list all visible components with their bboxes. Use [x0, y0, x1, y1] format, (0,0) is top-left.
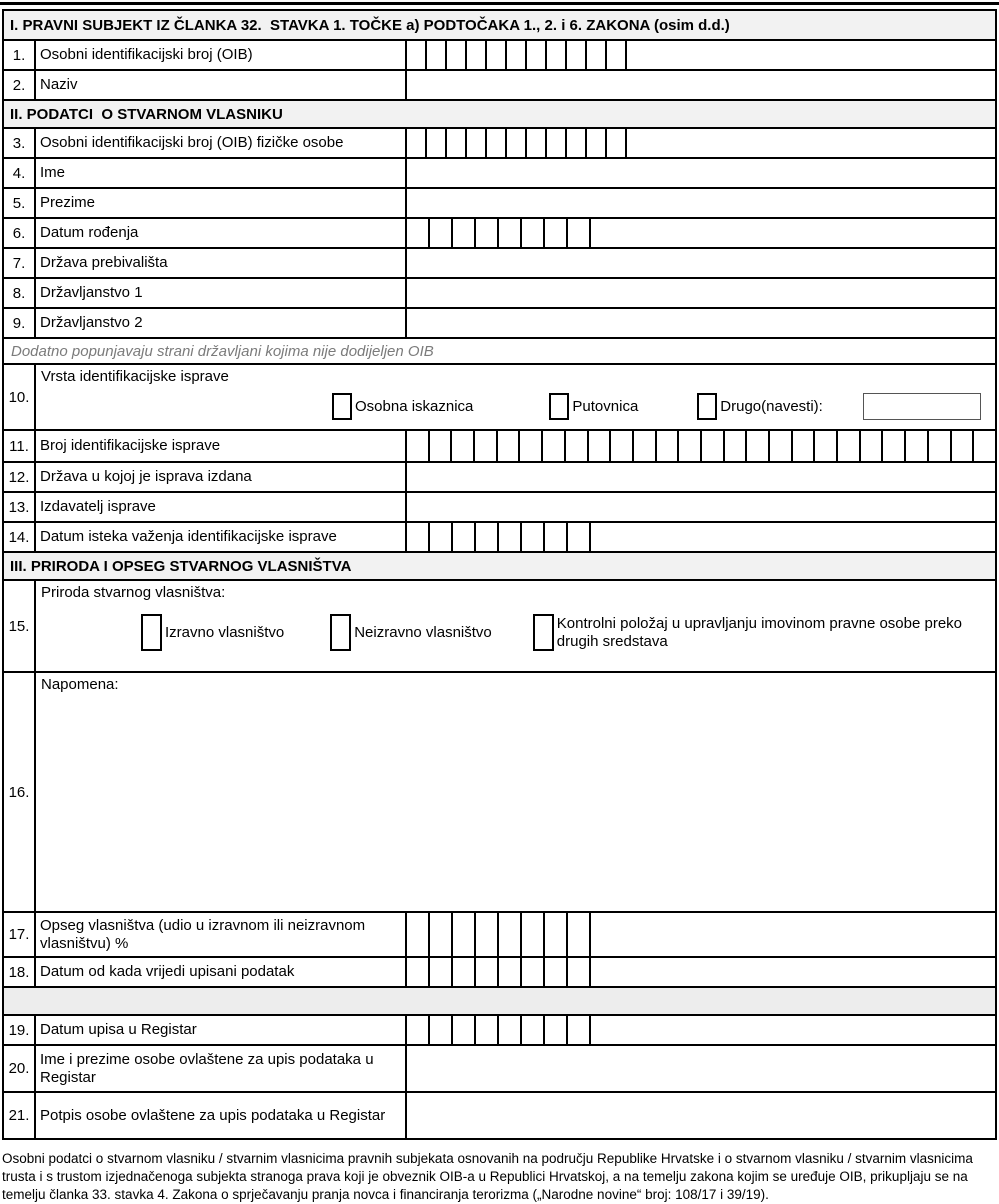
field-label: Broj identifikacijske isprave — [36, 431, 407, 461]
char-cell[interactable] — [467, 129, 487, 157]
char-cell[interactable] — [447, 129, 467, 157]
char-cell[interactable] — [452, 431, 475, 461]
char-cell[interactable] — [607, 41, 627, 69]
date-char-cells — [407, 1016, 591, 1044]
napomena-input-area[interactable] — [36, 696, 995, 911]
char-cell[interactable] — [974, 431, 995, 461]
char-cell[interactable] — [507, 41, 527, 69]
checkbox-kontrolni-polozaj[interactable] — [533, 614, 554, 651]
field-label: Datum upisa u Registar — [36, 1016, 407, 1044]
char-cell[interactable] — [545, 958, 568, 986]
row-number: 4. — [4, 159, 36, 187]
row-number: 6. — [4, 219, 36, 247]
field-row-napomena — [4, 671, 995, 911]
field-row-ime-ovlastene-osobe — [4, 1044, 995, 1091]
document-number-char-cells — [407, 431, 995, 461]
checkbox-neizravno-vlasnistvo[interactable] — [330, 614, 351, 651]
char-cell[interactable] — [547, 41, 567, 69]
char-cell[interactable] — [747, 431, 770, 461]
char-cell[interactable] — [430, 958, 453, 986]
char-cell[interactable] — [679, 431, 702, 461]
char-cell[interactable] — [430, 219, 453, 247]
field-label: Datum isteka važenja identifikacijske isprave — [36, 523, 407, 551]
char-cell[interactable] — [475, 431, 498, 461]
char-cell[interactable] — [770, 431, 793, 461]
blank-area[interactable] — [591, 219, 995, 247]
drzavljanstvo1-input-area[interactable] — [407, 279, 995, 307]
field-label: Izdavatelj isprave — [36, 493, 407, 521]
field-label: Datum rođenja — [36, 219, 407, 247]
field-label: Osobni identifikacijski broj (OIB) fizičke osobe — [36, 129, 407, 157]
oib-char-cells — [407, 129, 627, 157]
char-cell[interactable] — [407, 219, 430, 247]
row-number: 3. — [4, 129, 36, 157]
char-cell[interactable] — [611, 431, 634, 461]
row-number: 5. — [4, 189, 36, 217]
field-label: Datum od kada vrijedi upisani podatak — [36, 958, 407, 986]
drzavljanstvo2-input-area[interactable] — [407, 309, 995, 337]
row-number: 18. — [4, 958, 36, 986]
checkbox-drugo[interactable] — [697, 393, 717, 420]
top-rule — [0, 2, 999, 5]
field-label: Ime — [36, 159, 407, 187]
char-cell[interactable] — [430, 523, 453, 551]
field-label: Državljanstvo 1 — [36, 279, 407, 307]
ownership-nature-options — [36, 614, 995, 651]
char-cell[interactable] — [568, 523, 591, 551]
char-cell[interactable] — [520, 431, 543, 461]
date-char-cells — [407, 958, 591, 986]
char-cell[interactable] — [566, 431, 589, 461]
char-cell[interactable] — [430, 1016, 453, 1044]
option-label: Osobna iskaznica — [355, 397, 474, 415]
foreign-citizens-note-row — [4, 337, 995, 363]
char-cell[interactable] — [430, 431, 453, 461]
field-label: Država u kojoj je isprava izdana — [36, 463, 407, 491]
char-cell[interactable] — [952, 431, 975, 461]
field-row-naziv — [4, 69, 995, 99]
row-number: 14. — [4, 523, 36, 551]
char-cell[interactable] — [527, 129, 547, 157]
char-cell[interactable] — [498, 431, 521, 461]
char-cell[interactable] — [453, 1016, 476, 1044]
char-cell[interactable] — [447, 41, 467, 69]
char-cell[interactable] — [702, 431, 725, 461]
char-cell[interactable] — [430, 913, 453, 956]
row-number: 19. — [4, 1016, 36, 1044]
field-row-drzava-prebivalista — [4, 247, 995, 277]
char-cell[interactable] — [407, 958, 430, 986]
row-number: 11. — [4, 431, 36, 461]
char-cell[interactable] — [476, 1016, 499, 1044]
drzava-input-area[interactable] — [407, 249, 995, 277]
row-number: 12. — [4, 463, 36, 491]
char-cell[interactable] — [407, 1016, 430, 1044]
char-cell[interactable] — [607, 129, 627, 157]
section-header-2: II. PODATCI O STVARNOM VLASNIKU — [4, 99, 995, 127]
row-number: 17. — [4, 913, 36, 956]
char-cell[interactable] — [476, 219, 499, 247]
field-label: Naziv — [36, 71, 407, 99]
document-type-options — [36, 393, 995, 420]
date-char-cells — [407, 219, 591, 247]
checkbox-izravno-vlasnistvo[interactable] — [141, 614, 162, 651]
blank-area[interactable] — [591, 1016, 995, 1044]
row-number: 10. — [4, 365, 36, 429]
field-row-vrsta-isprave — [4, 363, 995, 429]
row-number: 7. — [4, 249, 36, 277]
blank-area[interactable] — [591, 913, 995, 956]
row-number: 15. — [4, 581, 36, 671]
char-cell[interactable] — [838, 431, 861, 461]
char-cell[interactable] — [543, 431, 566, 461]
checkbox-osobna-iskaznica[interactable] — [332, 393, 352, 420]
row-number: 20. — [4, 1046, 36, 1091]
char-cell[interactable] — [499, 523, 522, 551]
char-cell[interactable] — [568, 958, 591, 986]
field-label: Potpis osobe ovlaštene za upis podataka u Registar — [36, 1093, 407, 1138]
row-number: 2. — [4, 71, 36, 99]
char-cell[interactable] — [522, 913, 545, 956]
char-cell[interactable] — [487, 129, 507, 157]
drzava-izdavanja-input-area[interactable] — [407, 463, 995, 491]
char-cell[interactable] — [487, 41, 507, 69]
char-cell[interactable] — [407, 431, 430, 461]
char-cell[interactable] — [634, 431, 657, 461]
option-label: Neizravno vlasništvo — [354, 623, 492, 641]
field-label: Ime i prezime osobe ovlaštene za upis podataka u Registar — [36, 1046, 407, 1091]
char-cell[interactable] — [407, 913, 430, 956]
char-cell[interactable] — [545, 1016, 568, 1044]
checkbox-putovnica[interactable] — [549, 393, 569, 420]
blank-area[interactable] — [591, 523, 995, 551]
char-cell[interactable] — [545, 913, 568, 956]
field-row-oib-subject — [4, 39, 995, 69]
section-header-1: I. PRAVNI SUBJEKT IZ ČLANKA 32. STAVKA 1. TOČKE a) PODTOČAKA 1., 2. i 6. ZAKONA (osim d.d.) — [4, 11, 995, 39]
row-number: 9. — [4, 309, 36, 337]
char-cell[interactable] — [476, 913, 499, 956]
char-cell[interactable] — [545, 219, 568, 247]
char-cell[interactable] — [427, 41, 447, 69]
option-label: Putovnica — [572, 397, 639, 415]
field-row-ime — [4, 157, 995, 187]
field-label: Osobni identifikacijski broj (OIB) — [36, 41, 407, 69]
field-label: Opseg vlasništva (udio u izravnom ili neizravnom vlasništvu) % — [36, 913, 407, 956]
izdavatelj-input-area[interactable] — [407, 493, 995, 521]
blank-area[interactable] — [627, 41, 995, 69]
ovlastena-osoba-input-area[interactable] — [407, 1046, 995, 1091]
drugo-text-input[interactable] — [863, 393, 981, 420]
char-cell[interactable] — [507, 129, 527, 157]
char-cell[interactable] — [861, 431, 884, 461]
section-header-3: III. PRIRODA I OPSEG STVARNOG VLASNIŠTVA — [4, 551, 995, 579]
field-row-drzava-izdavanja — [4, 461, 995, 491]
char-cell[interactable] — [407, 129, 427, 157]
char-cell[interactable] — [476, 958, 499, 986]
blank-area[interactable] — [591, 958, 995, 986]
char-cell[interactable] — [545, 523, 568, 551]
option-label: Drugo(navesti): — [720, 397, 823, 415]
char-cell[interactable] — [476, 523, 499, 551]
field-row-datum-upisa — [4, 1014, 995, 1044]
blank-area[interactable] — [627, 129, 995, 157]
field-row-broj-isprave — [4, 429, 995, 461]
char-cell[interactable] — [587, 41, 607, 69]
char-cell[interactable] — [547, 129, 567, 157]
field-label: Država prebivališta — [36, 249, 407, 277]
char-cell[interactable] — [929, 431, 952, 461]
field-row-prezime — [4, 187, 995, 217]
field-row-drzavljanstvo-1 — [4, 277, 995, 307]
note-text: Dodatno popunjavaju strani državljani kojima nije dodijeljen OIB — [11, 342, 434, 360]
char-cell[interactable] — [883, 431, 906, 461]
char-cell[interactable] — [567, 129, 587, 157]
char-cell[interactable] — [499, 219, 522, 247]
char-cell[interactable] — [453, 913, 476, 956]
row-number: 13. — [4, 493, 36, 521]
char-cell[interactable] — [587, 129, 607, 157]
char-cell[interactable] — [427, 129, 447, 157]
char-cell[interactable] — [567, 41, 587, 69]
char-cell[interactable] — [589, 431, 612, 461]
char-cell[interactable] — [499, 913, 522, 956]
oib-char-cells — [407, 41, 627, 69]
char-cell[interactable] — [568, 913, 591, 956]
prezime-input-area[interactable] — [407, 189, 995, 217]
char-cell[interactable] — [467, 41, 487, 69]
char-cell[interactable] — [522, 523, 545, 551]
char-cell[interactable] — [407, 523, 430, 551]
percent-char-cells — [407, 913, 591, 956]
char-cell[interactable] — [453, 958, 476, 986]
field-label: Prezime — [36, 189, 407, 217]
char-cell[interactable] — [725, 431, 748, 461]
row-number: 8. — [4, 279, 36, 307]
char-cell[interactable] — [499, 958, 522, 986]
field-row-oib-person — [4, 127, 995, 157]
char-cell[interactable] — [568, 1016, 591, 1044]
ime-input-area[interactable] — [407, 159, 995, 187]
field-row-drzavljanstvo-2 — [4, 307, 995, 337]
row-number: 1. — [4, 41, 36, 69]
char-cell[interactable] — [522, 1016, 545, 1044]
option-label: Izravno vlasništvo — [165, 623, 285, 641]
field-row-datum-rodjenja — [4, 217, 995, 247]
field-label: Napomena: — [41, 676, 119, 693]
field-label: Priroda stvarnog vlasništva: — [41, 584, 226, 601]
char-cell[interactable] — [407, 41, 427, 69]
char-cell[interactable] — [527, 41, 547, 69]
char-cell[interactable] — [568, 219, 591, 247]
signature-area[interactable] — [407, 1093, 995, 1138]
row-number: 16. — [4, 673, 36, 911]
field-row-datum-isteka — [4, 521, 995, 551]
char-cell[interactable] — [793, 431, 816, 461]
char-cell[interactable] — [657, 431, 680, 461]
char-cell[interactable] — [453, 523, 476, 551]
date-char-cells — [407, 523, 591, 551]
spacer-row — [4, 986, 995, 1014]
field-label: Vrsta identifikacijske isprave — [41, 368, 229, 385]
naziv-input-area[interactable] — [407, 71, 995, 99]
beneficial-owner-form — [2, 9, 997, 1140]
field-row-potpis — [4, 1091, 995, 1138]
char-cell[interactable] — [522, 958, 545, 986]
field-row-priroda-vlasnistva — [4, 579, 995, 671]
field-row-datum-vrijedi — [4, 956, 995, 986]
char-cell[interactable] — [522, 219, 545, 247]
char-cell[interactable] — [453, 219, 476, 247]
field-label: Državljanstvo 2 — [36, 309, 407, 337]
row-number: 21. — [4, 1093, 36, 1138]
field-row-opseg-vlasnistva — [4, 911, 995, 956]
char-cell[interactable] — [815, 431, 838, 461]
char-cell[interactable] — [906, 431, 929, 461]
field-row-izdavatelj — [4, 491, 995, 521]
option-label: Kontrolni položaj u upravljanju imovinom pravne osobe preko drugih sredstava — [556, 615, 963, 650]
legal-footnote: Osobni podatci o stvarnom vlasniku / stvarnim vlasnicima pravnih subjekata osnovanih na području Republike Hrvatske i o stvarnom vlasniku / stvarnim vlasnicima trusta i s trustom izjednačenoga subjekta stranoga prava koji je obveznik OIB-a u Republici Hrvatskoj, a na temelju zakona kojim se uređuje OIB, prikupljaju se na temelju članka 33. stavka 4. Zakona o sprječavanju pranja novca i financiranja terorizma („Narodne novine“ broj: 108/17 i 39/19). — [2, 1151, 973, 1202]
char-cell[interactable] — [499, 1016, 522, 1044]
